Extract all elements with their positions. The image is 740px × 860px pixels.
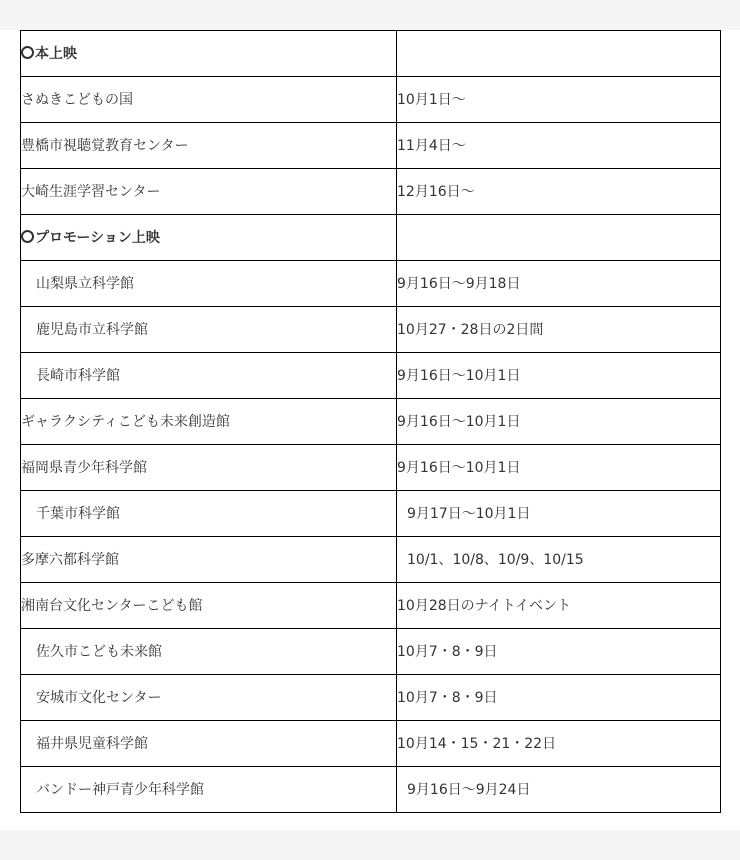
- date-cell: 9月16日〜10月1日: [397, 399, 721, 445]
- table-row: [21, 77, 721, 123]
- venue-cell: 大崎生涯学習センター: [21, 169, 397, 215]
- date-cell: 10月28日のナイトイベント: [397, 583, 721, 629]
- date-cell: 9月16日〜9月18日: [397, 261, 721, 307]
- empty-cell: [397, 31, 721, 77]
- table-row: [21, 583, 721, 629]
- venue-cell: 多摩六都科学館: [21, 537, 397, 583]
- circle-marker-icon: [21, 46, 34, 59]
- date-cell: 10月7・8・9日: [397, 629, 721, 675]
- empty-cell: [397, 215, 721, 261]
- table-row: [21, 307, 721, 353]
- venue-cell: 鹿児島市立科学館: [21, 307, 397, 353]
- circle-marker-icon: [21, 230, 34, 243]
- date-cell: 10月27・28日の2日間: [397, 307, 721, 353]
- venue-cell: 安城市文化センター: [21, 675, 397, 721]
- date-cell: 9月16日〜9月24日: [397, 767, 721, 813]
- venue-cell: 山梨県立科学館: [21, 261, 397, 307]
- table-row: [21, 445, 721, 491]
- screening-schedule-table: [20, 30, 721, 813]
- date-cell: 10月14・15・21・22日: [397, 721, 721, 767]
- table-row: [21, 629, 721, 675]
- date-cell: 9月17日〜10月1日: [397, 491, 721, 537]
- table-row: [21, 491, 721, 537]
- date-cell: 10月1日〜: [397, 77, 721, 123]
- date-cell: 9月16日〜10月1日: [397, 445, 721, 491]
- venue-cell: 湘南台文化センターこども館: [21, 583, 397, 629]
- bottom-margin-band: [0, 830, 740, 860]
- table-row: [21, 537, 721, 583]
- venue-cell: バンドー神戸青少年科学館: [21, 767, 397, 813]
- table-row: [21, 169, 721, 215]
- venue-cell: 豊橋市視聴覚教育センター: [21, 123, 397, 169]
- table-row: [21, 675, 721, 721]
- date-cell: 10/1、10/8、10/9、10/15: [397, 537, 721, 583]
- section-header-row: [21, 215, 721, 261]
- table-row: [21, 353, 721, 399]
- date-cell: 10月7・8・9日: [397, 675, 721, 721]
- venue-cell: ギャラクシティこども未来創造館: [21, 399, 397, 445]
- table-row: [21, 123, 721, 169]
- section-header-row: [21, 31, 721, 77]
- section-title-text: 本上映: [35, 46, 77, 62]
- top-margin-band: [0, 0, 740, 30]
- venue-cell: 長崎市科学館: [21, 353, 397, 399]
- date-cell: 12月16日〜: [397, 169, 721, 215]
- section-title-text: プロモーション上映: [35, 230, 160, 246]
- venue-cell: 福岡県青少年科学館: [21, 445, 397, 491]
- date-cell: 9月16日〜10月1日: [397, 353, 721, 399]
- venue-cell: 佐久市こども未来館: [21, 629, 397, 675]
- table-row: [21, 767, 721, 813]
- table-row: [21, 399, 721, 445]
- table-row: [21, 721, 721, 767]
- venue-cell: さぬきこどもの国: [21, 77, 397, 123]
- section-title-main-screening: [21, 31, 397, 77]
- venue-cell: 福井県児童科学館: [21, 721, 397, 767]
- venue-cell: 千葉市科学館: [21, 491, 397, 537]
- table-row: [21, 261, 721, 307]
- section-title-promotion-screening: [21, 215, 397, 261]
- date-cell: 11月4日〜: [397, 123, 721, 169]
